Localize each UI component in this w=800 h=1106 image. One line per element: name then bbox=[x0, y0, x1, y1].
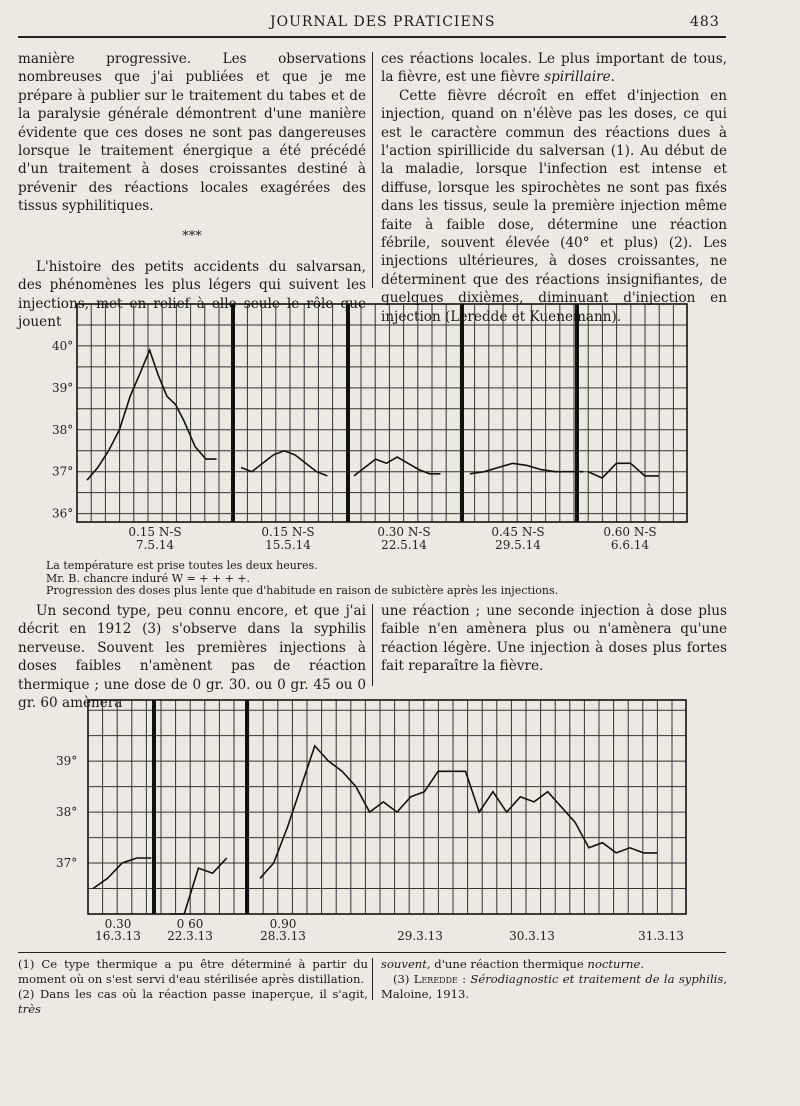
x-date-label: 29.3.13 bbox=[397, 929, 443, 943]
column-divider bbox=[372, 958, 373, 1000]
x-dose-label: 0.15 N-S bbox=[261, 525, 315, 539]
running-header: JOURNAL DES PRATICIENS bbox=[270, 14, 496, 30]
paragraph: Cette fièvre décroît en effet d'injection en injection, quand on n'élève pas les doses, ce qui est le caractère commun des réactions dues à l'action spirillicide du salversan (1). Au début de la maladie, lorsque l'infection est intense et diffuse, lorsque les spirochètes ne sont pas fixés dans les tissus, seule la première injection même faite à faible dose, détermine une réaction fébrile, souvent élevée (40° et plus) (2). Les injections ultérieures, à doses croissantes, ne déterminent que des réactions insignifiantes, de quelques dixièmes, diminuant d'injection en injection (Leredde et Kuenemann). bbox=[381, 87, 727, 325]
top-right-column bbox=[381, 50, 727, 326]
paragraph bbox=[381, 50, 727, 87]
x-dose-label: 0.60 N-S bbox=[603, 525, 657, 539]
x-date-label: 22.3.13 bbox=[167, 929, 213, 943]
chart-caption: La température est prise toutes les deux heures. bbox=[46, 559, 318, 572]
temperature-series-line bbox=[87, 350, 217, 480]
x-date-label: 6.6.14 bbox=[610, 538, 650, 552]
footnotes-left bbox=[18, 957, 368, 1017]
x-date-label: 31.3.13 bbox=[638, 929, 684, 943]
section-separator: *** bbox=[182, 228, 202, 244]
chart-frame bbox=[77, 304, 687, 522]
y-tick-label: 37° bbox=[56, 856, 78, 871]
paragraph: une réaction ; une seconde injection à dose plus faible n'en amènera plus ou n'amènera qu'une réaction légère. Une injection à doses plus fortes fait reparaître la fièvre. bbox=[381, 603, 727, 675]
mid-right-column bbox=[381, 602, 727, 676]
page-number: 483 bbox=[690, 14, 720, 30]
temperature-series-line bbox=[470, 463, 584, 474]
x-dose-label: 0 60 bbox=[176, 917, 204, 931]
x-date-label: 7.5.14 bbox=[135, 538, 175, 552]
y-tick-label: 39° bbox=[56, 754, 78, 769]
text-run: , d'une réaction thermique bbox=[426, 957, 588, 971]
chart-series bbox=[87, 350, 659, 480]
text-run: ces réactions locales. Le plus important de tous, la fièvre, est une fièvre bbox=[381, 51, 727, 86]
italic-text: nocturne bbox=[587, 957, 641, 971]
footnote-2 bbox=[18, 987, 368, 1017]
italic-text: très bbox=[18, 1002, 42, 1016]
y-tick-label: 37° bbox=[52, 464, 74, 479]
x-date-label: 28.3.13 bbox=[260, 929, 306, 943]
footnote-3 bbox=[381, 972, 727, 1002]
chart-frame bbox=[88, 700, 686, 914]
italic-text: souvent bbox=[381, 957, 427, 971]
paragraph: manière progressive. Les observations nombreuses que j'ai publiées et que je me prépare à publier sur le traitement du tabes et de la paralysie générale démontrent d'une manière évidente que ces doses ne sont pas dangereuses lorsque le traitement énergique a été précédé d'un traitement à doses croissantes destiné à prévenir des réactions locales exagérées des tissus syphilitiques. bbox=[18, 51, 366, 215]
x-dose-label: 0.30 bbox=[104, 917, 132, 931]
footnote-1: (1) Ce type thermique a pu être déterminé à partir du moment où on s'est servi d'eau stérilisée après distillation. bbox=[18, 957, 368, 986]
author-name: Leredde bbox=[413, 972, 458, 986]
x-dose-label: 0.90 bbox=[269, 917, 297, 931]
x-axis-labels bbox=[95, 917, 684, 943]
x-date-label: 29.5.14 bbox=[495, 538, 541, 552]
text-run: (3) bbox=[393, 972, 414, 986]
text-run: . bbox=[610, 69, 615, 86]
top-left-column bbox=[18, 50, 366, 332]
x-date-label: 30.3.13 bbox=[509, 929, 555, 943]
y-tick-label: 40° bbox=[52, 338, 74, 353]
footnote-rule bbox=[18, 952, 726, 953]
text-run: . bbox=[640, 957, 644, 971]
chart-grid bbox=[77, 304, 687, 522]
text-run: : bbox=[457, 972, 471, 986]
x-dose-label: 0.30 N-S bbox=[377, 525, 431, 539]
y-tick-label: 39° bbox=[52, 380, 74, 395]
chart-caption: Mr. B. chancre induré W = + + + +. bbox=[46, 572, 251, 585]
footnote-2-continued bbox=[381, 957, 727, 972]
temperature-chart-1 bbox=[0, 296, 800, 558]
chart-caption: Progression des doses plus lente que d'habitude en raison de subictère après les injections. bbox=[46, 584, 559, 597]
x-dose-label: 0.45 N-S bbox=[491, 525, 545, 539]
y-tick-label: 38° bbox=[56, 805, 78, 820]
temperature-chart-2 bbox=[0, 692, 800, 948]
y-tick-label: 36° bbox=[52, 506, 74, 521]
x-dose-label: 0.15 N-S bbox=[128, 525, 182, 539]
text-run: (2) Dans les cas où la réaction passe inaperçue, il s'agit, bbox=[18, 987, 368, 1001]
paragraph: Un second type, peu connu encore, et que j'ai décrit en 1912 (3) s'observe dans la syphilis nerveuse. Souvent les premières injections à doses faibles n'amènent pas de réaction thermique ; une dose de 0 gr. 30. ou 0 gr. 45 ou 0 gr. 60 amènera bbox=[18, 603, 366, 712]
italic-text: Sérodiagnostic et traitement de la syphilis bbox=[470, 972, 724, 986]
column-divider bbox=[372, 52, 373, 288]
x-date-label: 15.5.14 bbox=[265, 538, 311, 552]
y-tick-label: 38° bbox=[52, 422, 74, 437]
header-rule bbox=[18, 36, 726, 38]
paragraph: L'histoire des petits accidents du salvarsan, des phénomènes les plus légers qui suivent les injections, met en relief à elle seule le rôle que jouent bbox=[18, 259, 366, 331]
temperature-series-line bbox=[354, 457, 440, 476]
chart-grid bbox=[88, 700, 686, 914]
footnotes-right bbox=[381, 957, 727, 1002]
column-divider bbox=[372, 604, 373, 686]
y-axis-labels bbox=[56, 754, 77, 870]
x-date-label: 16.3.13 bbox=[95, 929, 141, 943]
x-axis-labels bbox=[128, 525, 656, 552]
y-axis-labels bbox=[52, 339, 73, 521]
italic-text: spirillaire bbox=[544, 69, 611, 86]
text-run: , Maloine, 1913. bbox=[381, 972, 728, 1001]
temperature-series-line bbox=[588, 463, 659, 478]
temperature-series-line bbox=[170, 858, 227, 914]
x-date-label: 22.5.14 bbox=[381, 538, 427, 552]
